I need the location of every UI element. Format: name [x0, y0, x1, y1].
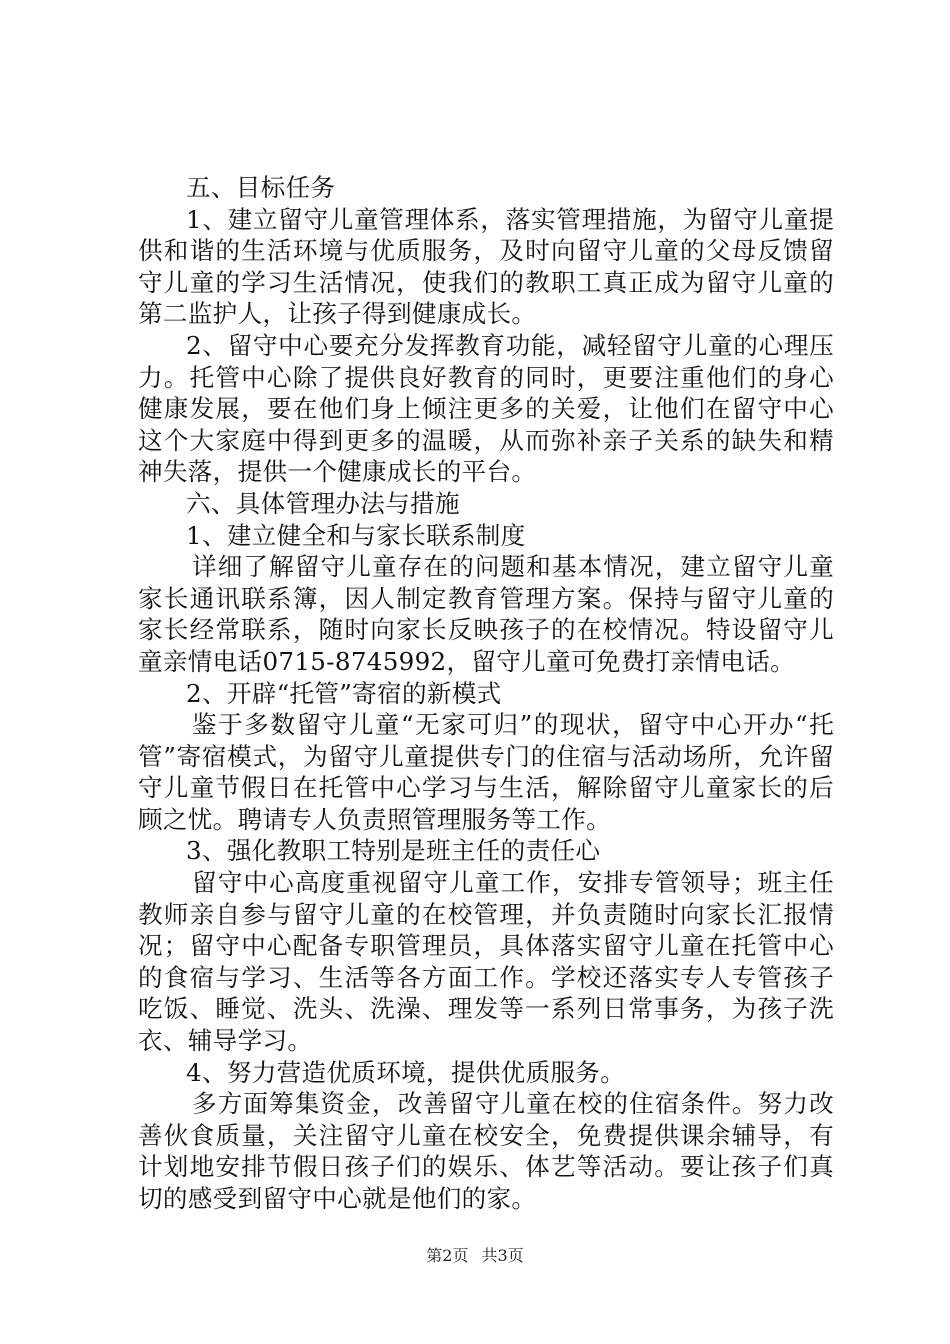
measure-body-2: 鉴于多数留守儿童“无家可归”的现状，留守中心开办“托管”寄宿模式，为留守儿童提供专门的住宿与活动场所，允许留守儿童节假日在托管中心学习与生活，解除留守儿童家长的后顾之忧。聘请专人负责照管理服务等工作。 [138, 710, 834, 834]
page-number: 第2页 [426, 1246, 469, 1265]
measure-body-1: 详细了解留守儿童存在的问题和基本情况，建立留守儿童家长通讯联系簿，因人制定教育管理方案。保持与留守儿童的家长经常联系，随时向家长反映孩子的在校情况。特设留守儿童亲情电话0715-8745992，留守儿童可免费打亲情电话。 [138, 552, 834, 676]
measure-title-1: 1、建立健全和与家长联系制度 [186, 520, 526, 550]
goal-item-2: 2、留守中心要充分发挥教育功能，减轻留守儿童的心理压力。托管中心除了提供良好教育的同时，更要注重他们的身心健康发展，要在他们身上倾注更多的关爱，让他们在留守中心这个大家庭中得到更多的温暖，从而弥补亲子关系的缺失和精神失落，提供一个健康成长的平台。 [138, 330, 834, 487]
section-heading-goals: 五、目标任务 [186, 173, 336, 202]
page-total: 共3页 [481, 1246, 524, 1265]
measure-title-4: 4、努力营造优质环境，提供优质服务。 [186, 1057, 626, 1087]
goal-item-1: 1、建立留守儿童管理体系，落实管理措施，为留守儿童提供和谐的生活环境与优质服务，及时向留守儿童的父母反馈留守儿童的学习生活情况，使我们的教职工真正成为留守儿童的第二监护人，让孩子得到健康成长。 [138, 204, 834, 329]
section-heading-measures: 六、具体管理办法与措施 [186, 488, 460, 518]
measure-body-4: 多方面筹集资金，改善留守儿童在校的住宿条件。努力改善伙食质量，关注留守儿童在校安全，免费提供课余辅导，有计划地安排节假日孩子们的娱乐、体艺等活动。要让孩子们真切的感受到留守中心就是他们的家。 [138, 1089, 834, 1213]
measure-title-2: 2、开辟“托管”寄宿的新模式 [186, 678, 502, 708]
measure-title-3: 3、强化教职工特别是班主任的责任心 [186, 836, 601, 866]
page-footer [0, 1246, 950, 1266]
measure-body-3: 留守中心高度重视留守儿童工作，安排专管领导；班主任教师亲自参与留守儿童的在校管理，并负责随时向家长汇报情况；留守中心配备专职管理员，具体落实留守儿童在托管中心的食宿与学习、生活等各方面工作。学校还落实专人专管孩子吃饭、睡觉、洗头、洗澡、理发等一系列日常事务，为孩子洗衣、辅导学习。 [138, 868, 834, 1056]
document-body [138, 172, 834, 1215]
